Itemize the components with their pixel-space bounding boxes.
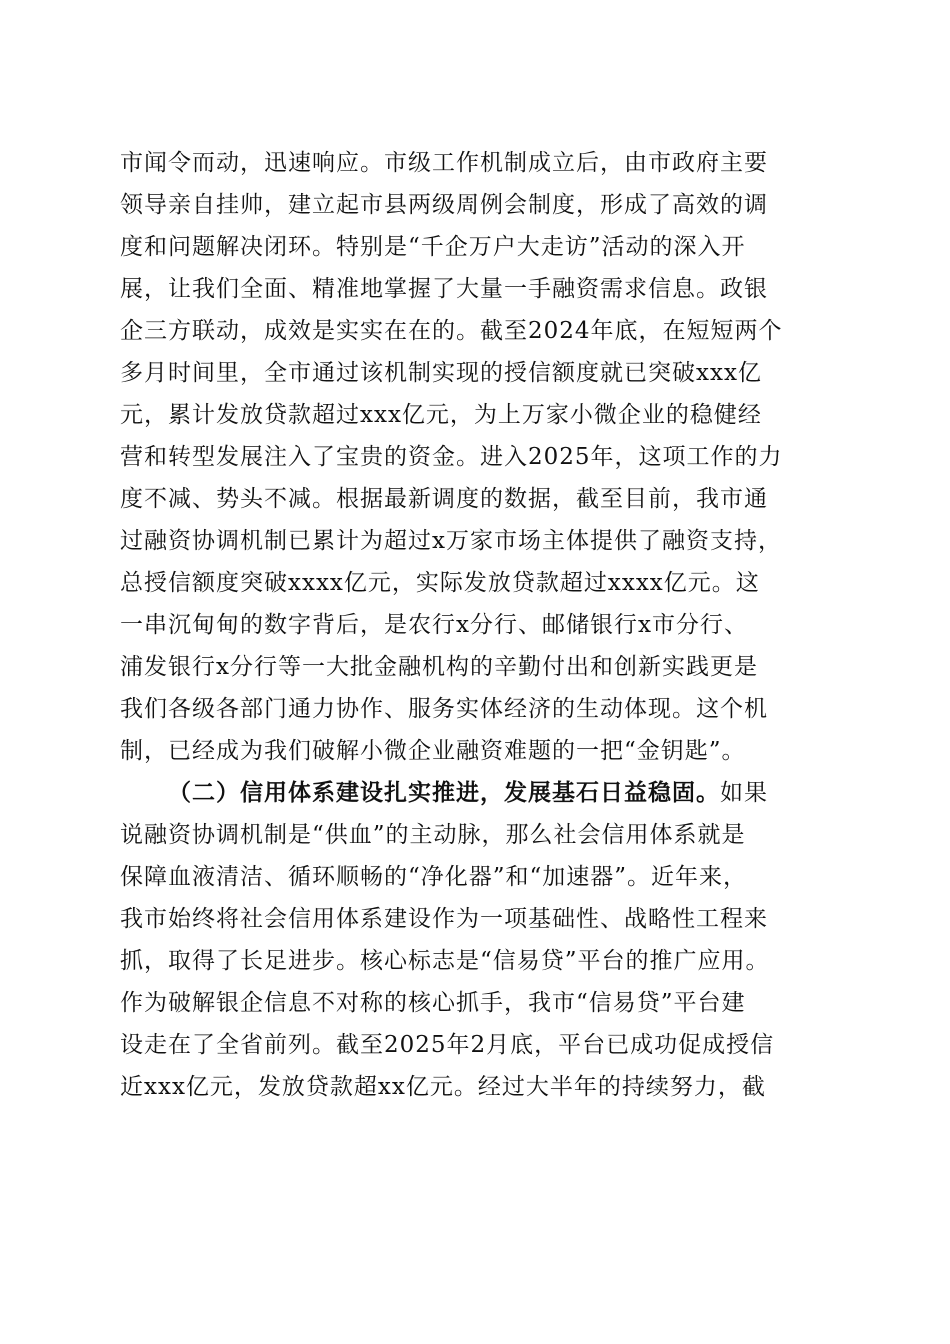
text-line: 浦发银行x分行等一大批金融机构的辛勤付出和创新实践更是 [120,654,758,680]
text-line: 总授信额度突破xxxx亿元，实际发放贷款超过xxxx亿元。这 [120,570,760,596]
body-text [120,142,830,1108]
text-line: 展，让我们全面、精准地掌握了大量一手融资需求信息。政银 [120,276,768,302]
text-line: 我市始终将社会信用体系建设作为一项基础性、战略性工程来 [120,906,768,932]
section-heading: （二）信用体系建设扎实推进，发展基石日益稳固。 [168,779,720,806]
text-line: 营和转型发展注入了宝贵的资金。进入2025年，这项工作的力 [120,444,783,470]
text-line: 多月时间里，全市通过该机制实现的授信额度就已突破xxx亿 [120,360,762,386]
text-line: 领导亲自挂帅，建立起市县两级周例会制度，形成了高效的调 [120,192,768,218]
text-line: 制，已经成为我们破解小微企业融资难题的一把“金钥匙”。 [120,738,746,764]
text-line-first [120,772,830,814]
text-line: 过融资协调机制已累计为超过x万家市场主体提供了融资支持， [120,528,782,554]
paragraph-2 [120,772,830,1108]
text-line: 抓，取得了长足进步。核心标志是“信易贷”平台的推广应用。 [120,948,770,974]
text-line: 近xxx亿元，发放贷款超xx亿元。经过大半年的持续努力，截 [120,1074,766,1100]
text-line: 设走在了全省前列。截至2025年2月底，平台已成功促成授信 [120,1032,775,1058]
text-line: 度不减、势头不减。根据最新调度的数据，截至目前，我市通 [120,486,768,512]
text-line: 保障血液清洁、循环顺畅的“净化器”和“加速器”。近年来， [120,864,748,890]
text-line: 度和问题解决闭环。特别是“千企万户大走访”活动的深入开 [120,234,746,260]
text-line: 元，累计发放贷款超过xxx亿元，为上万家小微企业的稳健经 [120,402,762,428]
text-line: 我们各级各部门通力协作、服务实体经济的生动体现。这个机 [120,696,768,722]
paragraph-1 [120,142,830,772]
text-line: 作为破解银企信息不对称的核心抓手，我市“信易贷”平台建 [120,990,746,1016]
heading-continuation: 如果 [720,780,768,806]
text-line: 市闻令而动，迅速响应。市级工作机制成立后，由市政府主要 [120,150,768,176]
text-line: 说融资协调机制是“供血”的主动脉，那么社会信用体系就是 [120,822,746,848]
text-line: 一串沉甸甸的数字背后，是农行x分行、邮储银行x市分行、 [120,612,748,638]
text-line: 企三方联动，成效是实实在在的。截至2024年底，在短短两个 [120,318,783,344]
